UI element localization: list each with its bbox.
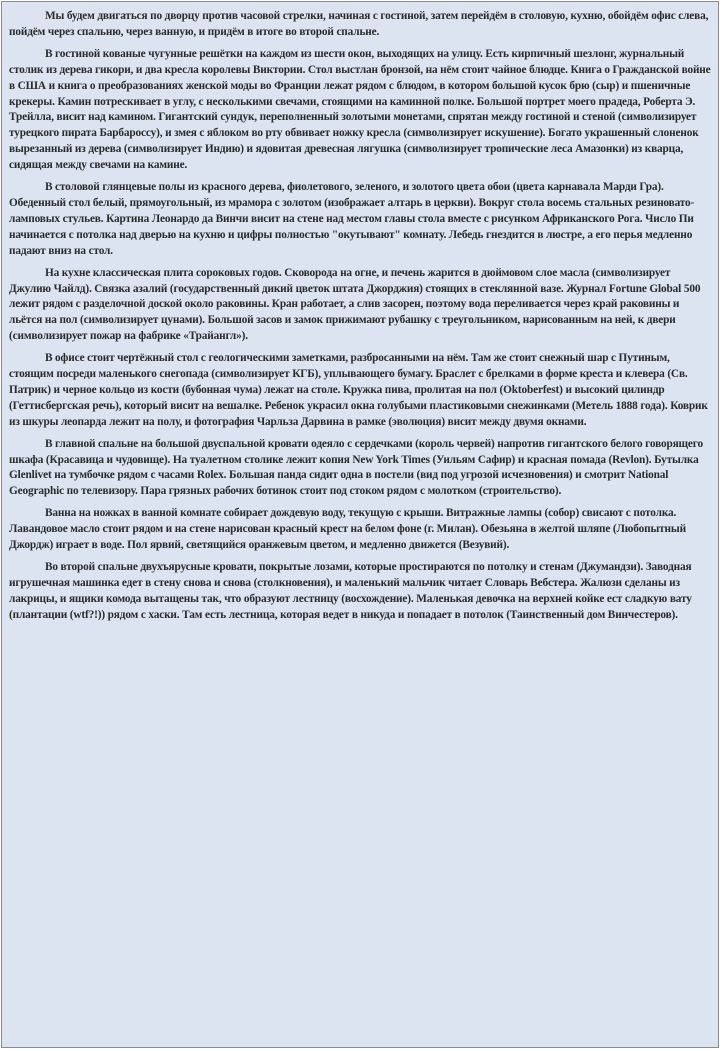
- paragraph-second-bedroom: Во второй спальне двухъярусные кровати, покрытые лозами, которые простираются по потолку и стенам (Джумандзи). Заводная игрушечная машинка едет в стену снова и снова (столкновения), и маленький мальчик читает Словарь Вебстера. Жалюзи сделаны из лакрицы, и ящики комода вытащены так, что образуют лестницу (восхождение). Маленькая девочка на верхней койке ест сладкую вату (плантации (wtf?!)) рядом с хаски. Там есть лестница, которая ведет в никуда и попадает в потолок (Таинственный дом Винчестеров).: [9, 561, 692, 621]
- paragraph-dining-room: В столовой глянцевые полы из красного дерева, фиолетового, зеленого, и золотого цвета обои (цвета карнавала Марди Гра). Обеденный стол белый, прямоугольный, из мрамора с золотом (изображает алтарь в церкви). Вокруг стола восемь стальных резиновато-ламповых стульев. Картина Леонардо да Винчи висит на стене над местом главы стола вместе с рисунком Африканского Рога. Число Пи начинается с потолка над дверью на кухню и цифры полностью "окутывают" комнату. Лебедь гнездится в люстре, а его перья медленно падают вниз на стол.: [9, 181, 695, 257]
- document-body: [2, 2, 718, 624]
- paragraph-master-bedroom: В главной спальне на большой двуспальной кровати одеяло с сердечками (король червей) напротив гигантского белого говорящего шкафа (Красавица и чудовище). На туалетном столике лежит копия New York Times (Уильям Сафир) и красная помада (Revlon). Бутылка Glenlivet на тумбочке рядом с часами Rolex. Большая панда сидит одна в постели (вид под угрозой исчезновения) и смотрит National Geographic по телевизору. Пара грязных рабочих ботинок стоит под стоком рядом с молотком (строительство).: [9, 437, 703, 498]
- paragraph-bathroom: Ванна на ножках в ванной комнате собирает дождевую воду, текущую с крыши. Витражные лампы (собор) свисают с потолка. Лавандовое масло стоит рядом и на стене нарисован красный крест на белом фоне (г. Милан). Обезьяна в желтой шляпе (Любопытный Джордж) играет в воде. Пол ярвий, светящийся оранжевым цветом, и медленно движется (Везувий).: [9, 507, 686, 552]
- paragraph-office: В офисе стоит чертёжный стол с геологическими заметками, разбросанными на нём. Там же стоит снежный шар с Путиным, стоящим посреди маленького снегопада (символизирует КГБ), уплывающего бумагу. Браслет с брелками в форме креста и клевера (Св. Патрик) и черное кольцо из кости (бубонная чума) лежат на столе. Кружка пива, пролитая на пол (Oktoberfest) и высокий цилиндр (Геттисбергская речь), который висит на вешалке. Ребенок украсил окна голубыми пластиковыми снежинками (Метель 1888 года). Коврик из шкуры леопарда лежит на полу, и фотография Чарльза Дарвина в рамке (эволюция) висит между двумя окнами.: [9, 352, 708, 428]
- paragraph-intro: Мы будем двигаться по дворцу против часовой стрелки, начиная с гостиной, затем перейдём в столовую, кухню, обойдём офис слева, пойдём через спальню, через ванную, и придём в итоге во второй спальне.: [9, 10, 709, 38]
- paragraph-kitchen: На кухне классическая плита сороковых годов. Сковорода на огне, и печень жарится в дюймовом слое масла (символизирует Джулию Чайлд). Связка азалий (государственный дикий цветок штата Джорджия) стоящих в стеклянной вазе. Журнал Fortune Global 500 лежит рядом с разделочной доской около раковины. Кран работает, а слив засорен, поэтому вода переливается через край раковины и льётся на пол (символизирует цунами). Большой засов и замок прижимают рубашку с треугольником, нарисованным на ней, к двери (символизирует пожар на фабрике «Трайангл»).: [9, 266, 701, 343]
- paragraph-living-room: В гостиной кованые чугунные решётки на каждом из шести окон, выходящих на улицу. Есть кирпичный шезлонг, журнальный столик из дерева гикори, и два кресла королевы Виктории. Стол выстлан бронзой, на нём стоит чайное блюдце. Книга о Гражданской войне в США и книга о преобразованиях женской моды во Франции лежат рядом с блюдом, в котором большой кусок брю (сыр) и пшеничные крекеры. Камин потрескивает в углу, с несколькими свечами, стоящими на каминной полке. Большой портрет моего прадеда, Роберта Э. Трейлла, висит над камином. Гигантский сундук, переполненный золотыми монетами, спрятан между гостиной и стеной (символизирует турецкого пирата Барбароссу), и змея с яблоком во рту обвивает ножку кресла (символизирует искушение). Богато украшенный слоненок вырезанный из дерева (символизирует Индию) и ядовитая древесная лягушка (символизирует тропические леса Амазонки) из кварца, сидящая между свечами на камине.: [9, 47, 711, 172]
- document-frame: [1, 1, 719, 1048]
